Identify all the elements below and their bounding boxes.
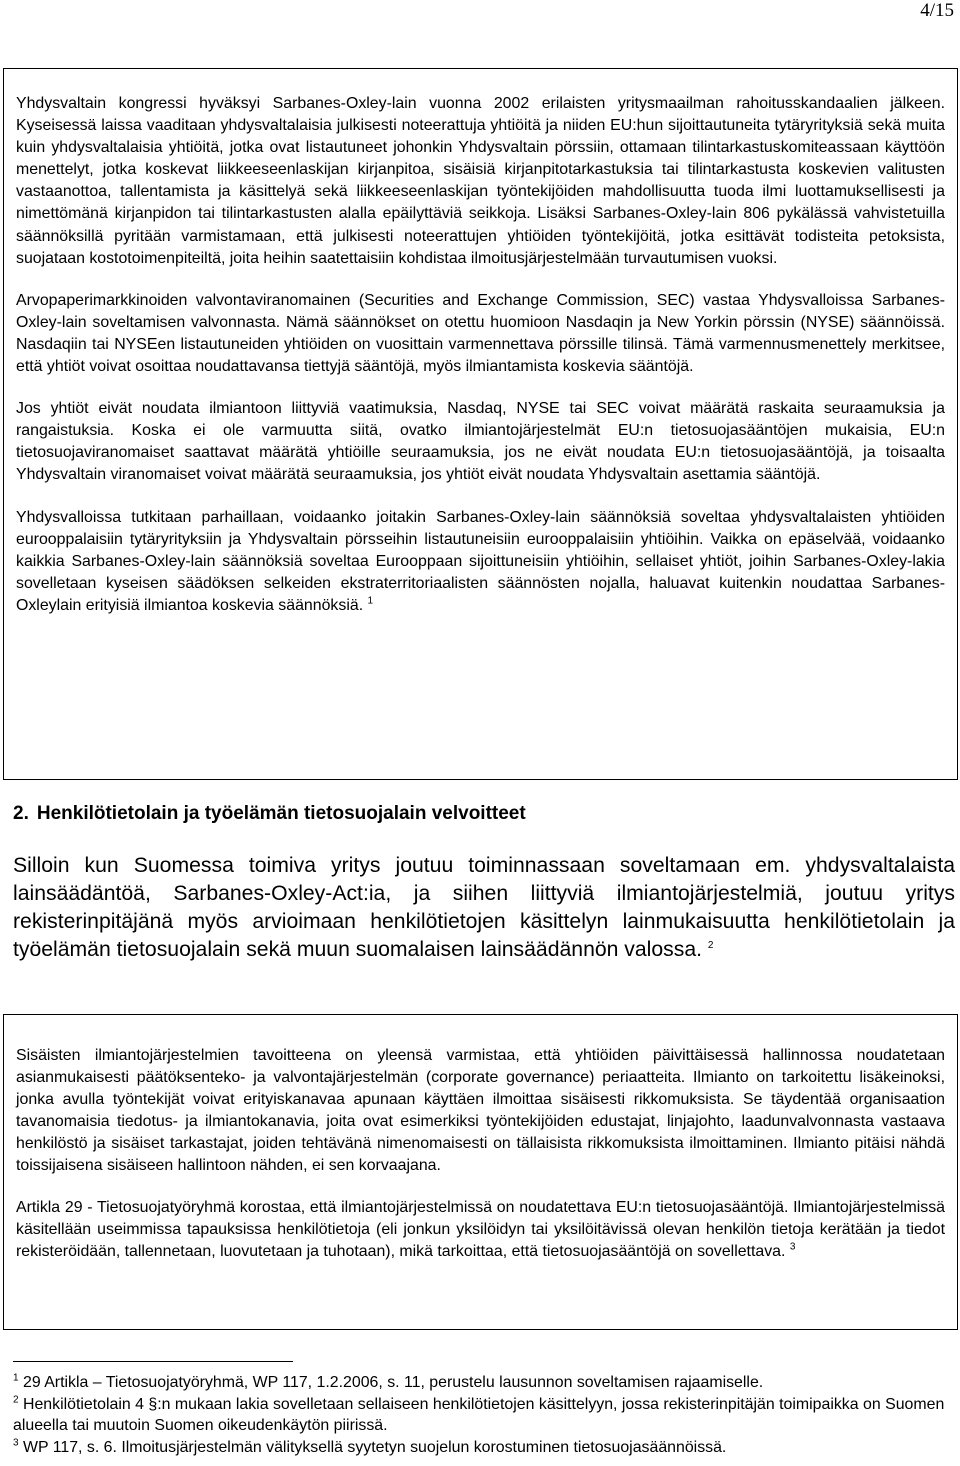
footnote-text: WP 117, s. 6. Ilmoitusjärjestelmän välityksellä syytetyn suojelun korostuminen tietosuojasäännöissä. [22,1438,727,1456]
footnotes [13,1372,955,1458]
box1-paragraph-3: Jos yhtiöt eivät noudata ilmiantoon liittyviä vaatimuksia, Nasdaq, NYSE tai SEC voivat määrätä raskaita seuraamuksia ja rangaistuksia. Koska ei ole varmuutta siitä, ovatko ilmiantojärjestelmät EU:n tietosuojasääntöjen mukaisia, EU:n tietosuojaviranomaiset saattavat määrätä yhtiöille seuraamuksia, jos ne eivät noudata EU:n tietosuojasääntöjä, ja toisaalta Yhdysvaltain viranomaiset voivat määrätä seuraamuksia, jos yhtiöt eivät noudata Yhdysvaltain asettamia sääntöjä. [16,400,945,484]
box1-paragraph-4-text: Yhdysvalloissa tutkitaan parhaillaan, voidaanko joitakin Sarbanes-Oxley-lain säännöksiä soveltaa yhdysvaltalaisten yhtiöiden eurooppalaisiin tytäryrityksiin ja Yhdysvaltain pörsseihin listautuneisiin eurooppalaisiin yhtiöihin. Vaikka on epäselvää, voidaanko kaikkia Sarbanes-Oxley-lain säännöksiä soveltaa Eurooppaan sijoittuneisiin yhtiöihin, sellaiset yhtiöt, joihin Sarbanes-Oxley-lakia sovelletaan kyseisen säädöksen selkeiden ekstraterritoriaalisten säännösten nojalla, haluavat kuitenkin noudattaa Sarbanes-Oxleylain erityisiä ilmiantoa koskevia säännöksiä. [16,508,945,614]
footnote-text: 29 Artikla – Tietosuojatyöryhmä, WP 117, 1.2.2006, s. 11, perustelu lausunnon soveltamisen rajaamiselle. [22,1374,764,1391]
box1-paragraph-1: Yhdysvaltain kongressi hyväksyi Sarbanes-Oxley-lain vuonna 2002 erilaisten yritysmaailman rahoitusskandaalien jälkeen. Kyseisessä laissa vaaditaan yhdysvaltalaisia julkisesti noteerattuja yhtiöitä ja niiden EU:hun sijoittautuneita tytäryrityksiä sekä muita kuin yhdysvaltalaisia yhtiöitä, jotka ovat listautuneet johonkin Yhdysvaltain pörssiin, ottamaan tilintarkastuskomiteassaan käyttöön menettelyt, jotka koskevat liikkeeseenlaskijan kirjanpitoa, sisäisiä kirjanpitotarkastuksia tai tilintarkastusta koskevien valitusten vastaanottoa, tallentamista ja käsittelyä sekä liikkeeseenlaskijan työntekijöiden mahdollisuutta tuoda ilmi luottamuksellisesti ja nimettömänä kirjanpidon tai tilintarkastusten alalla epäilyttäviä seikkoja. Lisäksi Sarbanes-Oxley-lain 806 pykälässä vahvistetuilla säännöksillä pyritään varmistamaan, että julkisesti noteerattujen yhtiöiden työntekijöitä, jotka esittävät todisteita petoksista, suojataan kostotoimenpiteiltä, joita heihin saatettaisiin kohdistaa ilmoitusjärjestelmään turvautumisen vuoksi. [16,95,945,267]
intro-text: Silloin kun Suomessa toimiva yritys joutuu toiminnassaan soveltamaan em. yhdysvaltalaista lainsäädäntöä, Sarbanes-Oxley-Act:ia, ja siihen liittyviä ilmiantojärjestelmiä, joutuu yritys rekisterinpitäjänä myös arvioimaan henkilötietojen käsittelyn lainmukaisuutta henkilötietolain ja työelämän tietosuojalain sekä muun suomalaisen lainsäädännön valossa. [13,854,955,961]
footnote-ref-2[interactable]: 2 [707,939,714,951]
footnote-number: 3 [13,1437,19,1449]
box2-paragraph-1: Sisäisten ilmiantojärjestelmien tavoitteena on yleensä varmistaa, että yhtiöiden päivittäisessä hallinnossa noudatetaan asianmukaisesti päätöksenteko- ja valvontajärjestelmän (corporate governance) periaatteita. Ilmianto on tarkoitettu lisäkeinoksi, jonka avulla työntekijät voivat erityiskanavaa apunaan käyttäen ilmoittaa sisäisesti rikkomuksista. Se täydentää organisaation tavanomaisia tiedotus- ja ilmiantokanavia, joita ovat esimerkiksi työntekijöiden edustajat, linjajohto, laadunvalvonnasta vastaava henkilöstö ja sisäiset tarkastajat, joiden tehtävänä nimenomaisesti on tällaisista rikkomuksista ilmoittaminen. Ilmianto pitäisi nähdä toissijaisena sisäiseen hallintoon nähden, ei sen korvaajana. [16,1047,945,1175]
box2-paragraph-2 [16,1197,945,1263]
footnote-ref-3[interactable]: 3 [789,1241,796,1253]
footnote-3 [13,1437,955,1459]
footnote-number: 2 [13,1394,19,1406]
box2-paragraph-2-text: Artikla 29 - Tietosuojatyöryhmä korostaa, että ilmiantojärjestelmissä on noudatettava EU:n tietosuojasääntöjä. Ilmiantojärjestelmissä käsitellään useimmissa tapauksissa henkilötietoja (eli jonkun yksilöidyn tai yksilöitävissä olevan henkilön tietoja kerätään ja tiedot rekisteröidään, tallennetaan, luovutetaan ja tuhotaan), mikä tarkoittaa, että tietosuojasääntöjä on sovellettava. [16,1198,945,1260]
footnote-1 [13,1372,955,1394]
footnote-separator [13,1361,293,1362]
footnote-2 [13,1394,955,1437]
footnote-text: Henkilötietolain 4 §:n mukaan lakia sovelletaan sellaiseen henkilötietojen käsittelyyn, jossa rekisterinpitäjän toimipaikka on Suomen alueella tai muutoin Suomen oikeudenkäytön piirissä. [13,1395,945,1434]
section-heading [13,803,526,825]
box1-paragraph-2: Arvopaperimarkkinoiden valvontaviranomainen (Securities and Exchange Commission, SEC) vastaa Yhdysvalloissa Sarbanes-Oxley-lain soveltamisen valvonnasta. Nämä säännökset on otettu huomioon Nasdaqin ja New Yorkin pörssin (NYSE) säännöissä. Nasdaqiin tai NYSEen listautuneiden yhtiöiden on vuosittain varmennettava pörssille tilinsä. Tämä varmennusmenettely merkitsee, että yhtiöt voivat osoittaa noudattavansa tiettyjä sääntöjä, myös ilmiantamista koskevia sääntöjä. [16,291,945,376]
sarbanes-oxley-info-box [3,68,958,780]
intro-paragraph [13,852,955,964]
footnote-ref-1[interactable]: 1 [367,595,374,607]
section-title: Henkilötietolain ja työelämän tietosuojalain velvoitteet [36,803,526,824]
internal-whistleblowing-info-box [3,1014,958,1330]
page-number: 4/15 [920,0,954,21]
footnote-number: 1 [13,1372,19,1384]
section-number: 2. [13,803,29,824]
box1-paragraph-4 [16,507,945,617]
